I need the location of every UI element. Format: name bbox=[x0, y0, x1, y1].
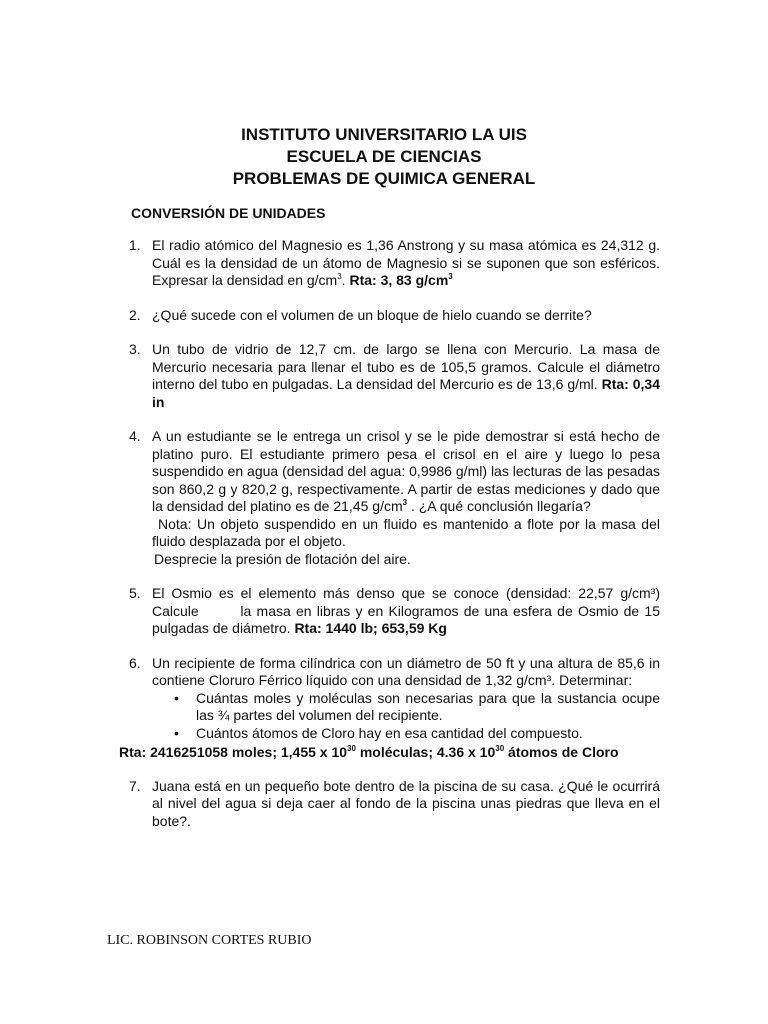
problem-item bbox=[0, 237, 660, 290]
superscript: 30 bbox=[347, 744, 356, 753]
problem-note: Nota: Un objeto suspendido en un fluido es mantenido a flote por la masa del fluido desplazada por el objeto. bbox=[152, 515, 660, 549]
problem-number: 7. bbox=[129, 777, 141, 794]
bullet-item bbox=[152, 725, 660, 743]
answer-part: Rta: 2416251058 moles; 1,455 x 10 bbox=[119, 744, 348, 760]
problem-answer: Rta: 1440 lb; 653,59 Kg bbox=[294, 620, 447, 636]
superscript: 30 bbox=[495, 744, 505, 753]
problem-number: 2. bbox=[129, 306, 141, 323]
problem-answer: Rta: 3, 83 g/cm bbox=[349, 272, 449, 288]
problem-text: Un recipiente de forma cilíndrica con un diámetro de 50 ft y una altura de 85,6 in contiene Cloruro Férrico líquido con una densidad de 1,32 g/cm³. Determinar: bbox=[152, 654, 660, 688]
problem-text: Un tubo de vidrio de 12,7 cm. de largo se llena con Mercurio. La masa de Mercurio necesaria para llenar el tubo es de 105,5 gramos. Calcule el diámetro interno del tubo en pulgadas. La densidad del Mercurio es de 13,6 g/ml. bbox=[152, 341, 660, 392]
problem-number: 5. bbox=[129, 585, 141, 601]
superscript: 3 bbox=[337, 272, 342, 281]
problem-text: El Osmio es el elemento más denso que se conoce (densidad: 22,57 g/cm³) Calcule la masa en libras y en Kilogramos de una esfera de Osmio de 15 pulgadas de diámetro. bbox=[152, 585, 664, 636]
problem-item bbox=[0, 307, 660, 325]
problem-item bbox=[0, 655, 660, 762]
bullet-list bbox=[152, 690, 660, 743]
problem-text: A un estudiante se le entrega un crisol y se le pide demostrar si está hecho de platino puro. El estudiante primero pesa el crisol en el aire y luego lo pesa suspendido en agua (densidad del agua: 0,9986 g/ml) las lecturas de las pesadas son 860,2 g y 820,2 g, respectivamente. A partir de estas mediciones y dado que la densidad del platino es de 21,45 g/cm bbox=[152, 428, 660, 514]
document-title: PROBLEMAS DE QUIMICA GENERAL bbox=[232, 169, 536, 188]
problem-answer: Rta: 0,34 in bbox=[152, 376, 661, 410]
problem-item bbox=[0, 341, 660, 411]
problem-item bbox=[0, 428, 660, 568]
bullet-text: Cuántas moles y moléculas son necesarias para que la sustancia ocupe las ¾ partes del volumen del recipiente. bbox=[196, 689, 660, 723]
problem-text: ¿Qué sucede con el volumen de un bloque de hielo cuando se derrite? bbox=[152, 306, 592, 323]
problem-item bbox=[0, 585, 664, 638]
problem-text: . bbox=[341, 272, 350, 288]
section-title: CONVERSIÓN DE UNIDADES bbox=[131, 205, 326, 221]
bullet-icon: • bbox=[174, 724, 179, 741]
problem-text: Juana está en un pequeño bote dentro de la piscina de su casa. ¿Qué le ocurrirá al nivel del agua si deja caer al fondo de la piscina unas piedras que lleva en el bote?. bbox=[152, 777, 660, 829]
author-footer: LIC. ROBINSON CORTES RUBIO bbox=[107, 933, 312, 948]
superscript: 3 bbox=[402, 498, 408, 507]
school-title: ESCUELA DE CIENCIAS bbox=[286, 147, 482, 166]
problem-text: El radio atómico del Magnesio es 1,36 Anstrong y su masa atómica es 24,312 g. Cuál es la densidad de un átomo de Magnesio si se suponen que son esféricos. Expresar la densidad en g/cm bbox=[152, 237, 660, 288]
institution-title: INSTITUTO UNIVERSITARIO LA UIS bbox=[241, 125, 527, 144]
problem-number: 4. bbox=[129, 428, 141, 444]
problem-text: . ¿A qué conclusión llegaría? bbox=[407, 498, 591, 514]
bullet-item bbox=[152, 690, 660, 725]
document-header bbox=[0, 124, 768, 190]
problem-list bbox=[0, 237, 664, 830]
superscript: 3 bbox=[448, 272, 453, 281]
problem-item bbox=[0, 778, 660, 831]
answer-part: átomos de Cloro bbox=[504, 744, 619, 760]
answer-part: moléculas; 4.36 x 10 bbox=[355, 744, 496, 760]
bullet-text: Cuántos átomos de Cloro hay en esa cantidad del compuesto. bbox=[196, 724, 583, 741]
problem-number: 3. bbox=[129, 341, 141, 357]
bullet-icon: • bbox=[174, 689, 179, 706]
problem-answer bbox=[119, 744, 679, 762]
problem-number: 6. bbox=[129, 654, 141, 671]
problem-note-2: Desprecie la presión de flotación del aire. bbox=[154, 550, 411, 567]
problem-number: 1. bbox=[129, 237, 141, 253]
